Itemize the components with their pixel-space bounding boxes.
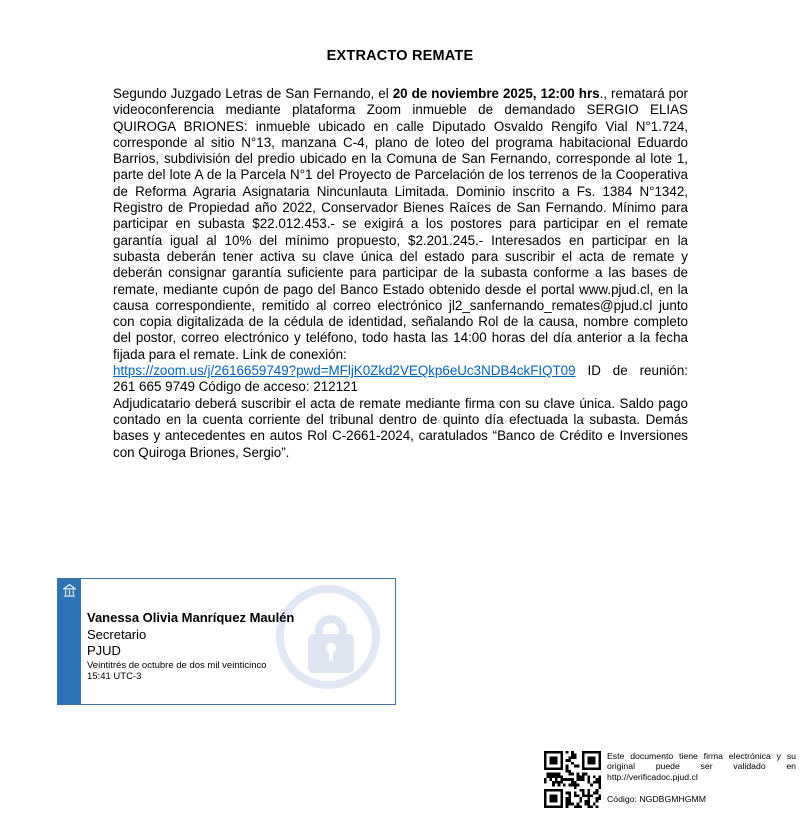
- intro-text: Segundo Juzgado Letras de San Fernando, el: [113, 86, 393, 101]
- verification-text: Este documento tiene firma electrónica y su original puede ser validado en http://verificadoc.pjud.cl: [607, 751, 796, 782]
- signer-institution: PJUD: [87, 643, 121, 658]
- page-title: EXTRACTO REMATE: [326, 48, 474, 64]
- auction-date-text: 20 de noviembre 2025, 12:00 hrs: [392, 86, 600, 101]
- signature-date: Veintitrés de octubre de dos mil veinticinco: [87, 660, 267, 671]
- closing-text: Adjudicatario deberá suscribir el acta de remate mediante firma con su clave única. Saldo pago contado en la cuenta corriente del tribunal dentro de quinto día efectuada la subasta. Demás bases y antecedentes en autos Rol C-2661-2024, caratulados “Banco de Crédito e Inversiones con Quiroga Briones, Sergio”.: [113, 395, 688, 460]
- meeting-info-text: ID de reunión: 261 665 9749 Código de acceso: 212121: [113, 363, 688, 395]
- signer-name: Vanessa Olivia Manríquez Maulén: [87, 610, 295, 625]
- body-paragraph: [113, 86, 688, 461]
- qr-code: [544, 751, 601, 808]
- signature-bar: [58, 579, 81, 704]
- signature-details: [87, 609, 387, 682]
- signer-role: Secretario: [87, 627, 147, 642]
- signature-time: 15:41 UTC-3: [87, 671, 142, 682]
- signature-box: [57, 578, 396, 705]
- main-text: ., rematará por videoconferencia mediante plataforma Zoom inmueble de demandado SERGIO ELIAS QUIROGA BRIONES: inmueble ubicado en calle Diputado Osvaldo Rengifo Vial N°1.724, corresponde al sitio N°13, manzana C-4, plano de loteo del programa habitacional Eduardo Barrios, subdivisión del predio ubicado en la Comuna de San Fernando, corresponde al lote 1, parte del lote A de la Parcela N°1 del Proyecto de Parcelación de los terrenos de la Cooperativa de Reforma Agraria Asignataria Nincunlauta Limitada. Dominio inscrito a Fs. 1384 N°1342, Registro de Propiedad año 2022, Conservador Bienes Raíces de San Fernando. Mínimo para participar en subasta $22.012.453.- se exigirá a los postores para participar en el remate garantía igual al 10% del mínimo propuesto, $2.201.245.- Interesados en participar en la subasta deberán tener activa su clave única del estado para suscribir el acta de remate y deberán consignar garantía suficiente para participar de la subasta conforme a las bases de remate, mediante cupón de pago del Banco Estado obtenido desde el portal www.pjud.cl, en la causa correspondiente, remitido al correo electrónico jl2_sanfernando_remates@pjud.cl junto con copia digitalizada de la cédula de identidad, señalando Rol de la causa, nombre completo del postor, correo electrónico y teléfono, todo hasta las 14:00 horas del día anterior a la fecha fijada para el remate. Link de conexión:: [113, 86, 689, 362]
- courthouse-icon: [61, 582, 78, 599]
- verification-code: Código: NGDBGMHGMM: [607, 794, 706, 804]
- zoom-meeting-link[interactable]: https://zoom.us/j/2616659749?pwd=MFljK0Zkd2VEQkp6eUc3NDB4ckFIQT09: [113, 363, 576, 379]
